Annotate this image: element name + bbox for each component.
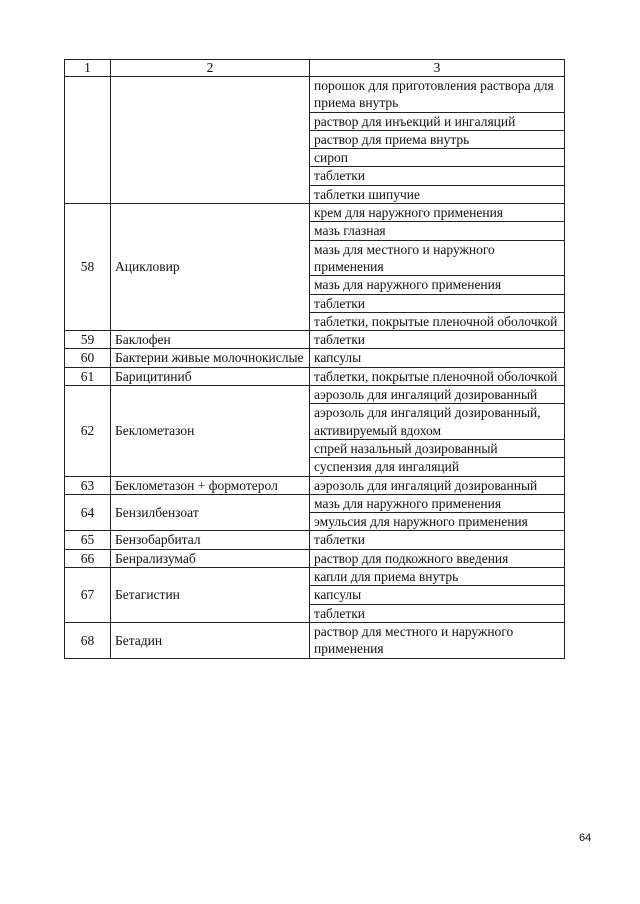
header-row	[65, 60, 565, 77]
dosage-form: мазь для наружного применения	[310, 494, 565, 512]
dosage-form: мазь для местного и наружного применения	[310, 240, 565, 276]
dosage-form: эмульсия для наружного применения	[310, 513, 565, 531]
drug-name: Бензобарбитал	[111, 531, 310, 549]
dosage-form: аэрозоль для ингаляций дозированный	[310, 386, 565, 404]
table-row	[65, 494, 565, 512]
row-number: 63	[65, 476, 111, 494]
header-col-3: 3	[310, 60, 565, 77]
dosage-form: таблетки, покрытые пленочной оболочкой	[310, 312, 565, 330]
table-row	[65, 77, 565, 113]
row-number: 67	[65, 568, 111, 623]
dosage-form: аэрозоль для ингаляций дозированный, активируемый вдохом	[310, 404, 565, 440]
drug-name: Баклофен	[111, 331, 310, 349]
table-row	[65, 367, 565, 385]
drug-name: Бетагистин	[111, 568, 310, 623]
row-number: 58	[65, 204, 111, 331]
dosage-form: суспензия для ингаляций	[310, 458, 565, 476]
drug-name: Ацикловир	[111, 204, 310, 331]
dosage-form: порошок для приготовления раствора для приема внутрь	[310, 77, 565, 113]
dosage-form: раствор для местного и наружного применения	[310, 622, 565, 658]
header-col-2: 2	[111, 60, 310, 77]
row-number: 65	[65, 531, 111, 549]
dosage-form: спрей назальный дозированный	[310, 439, 565, 457]
row-number: 66	[65, 549, 111, 567]
table-row	[65, 622, 565, 658]
row-number	[65, 77, 111, 204]
drug-name: Бактерии живые молочнокислые	[111, 349, 310, 367]
dosage-form: капли для приема внутрь	[310, 568, 565, 586]
dosage-form: раствор для подкожного введения	[310, 549, 565, 567]
dosage-form: аэрозоль для ингаляций дозированный	[310, 476, 565, 494]
dosage-form: раствор для инъекций и ингаляций	[310, 112, 565, 130]
dosage-form: капсулы	[310, 586, 565, 604]
table-row	[65, 204, 565, 222]
drug-name: Бензилбензоат	[111, 494, 310, 531]
row-number: 61	[65, 367, 111, 385]
dosage-form: таблетки, покрытые пленочной оболочкой	[310, 367, 565, 385]
row-number: 68	[65, 622, 111, 658]
row-number: 64	[65, 494, 111, 531]
table-row	[65, 331, 565, 349]
dosage-form: раствор для приема внутрь	[310, 130, 565, 148]
drug-name: Барицитиниб	[111, 367, 310, 385]
page-number: 64	[579, 832, 592, 844]
table-row	[65, 568, 565, 586]
drug-table	[64, 59, 565, 659]
dosage-form: сироп	[310, 149, 565, 167]
dosage-form: таблетки	[310, 331, 565, 349]
dosage-form: мазь глазная	[310, 222, 565, 240]
dosage-form: капсулы	[310, 349, 565, 367]
table-row	[65, 349, 565, 367]
drug-name: Беклометазон + формотерол	[111, 476, 310, 494]
drug-name: Беклометазон	[111, 386, 310, 476]
dosage-form: таблетки	[310, 294, 565, 312]
header-col-1: 1	[65, 60, 111, 77]
table-body	[65, 77, 565, 659]
dosage-form: таблетки шипучие	[310, 185, 565, 203]
row-number: 59	[65, 331, 111, 349]
row-number: 60	[65, 349, 111, 367]
table-row	[65, 531, 565, 549]
table-row	[65, 476, 565, 494]
table-row	[65, 549, 565, 567]
drug-name: Бетадин	[111, 622, 310, 658]
drug-name: Бенрализумаб	[111, 549, 310, 567]
dosage-form: мазь для наружного применения	[310, 276, 565, 294]
drug-name	[111, 77, 310, 204]
dosage-form: таблетки	[310, 604, 565, 622]
dosage-form: таблетки	[310, 531, 565, 549]
row-number: 62	[65, 386, 111, 476]
dosage-form: крем для наружного применения	[310, 204, 565, 222]
dosage-form: таблетки	[310, 167, 565, 185]
table-row	[65, 386, 565, 404]
